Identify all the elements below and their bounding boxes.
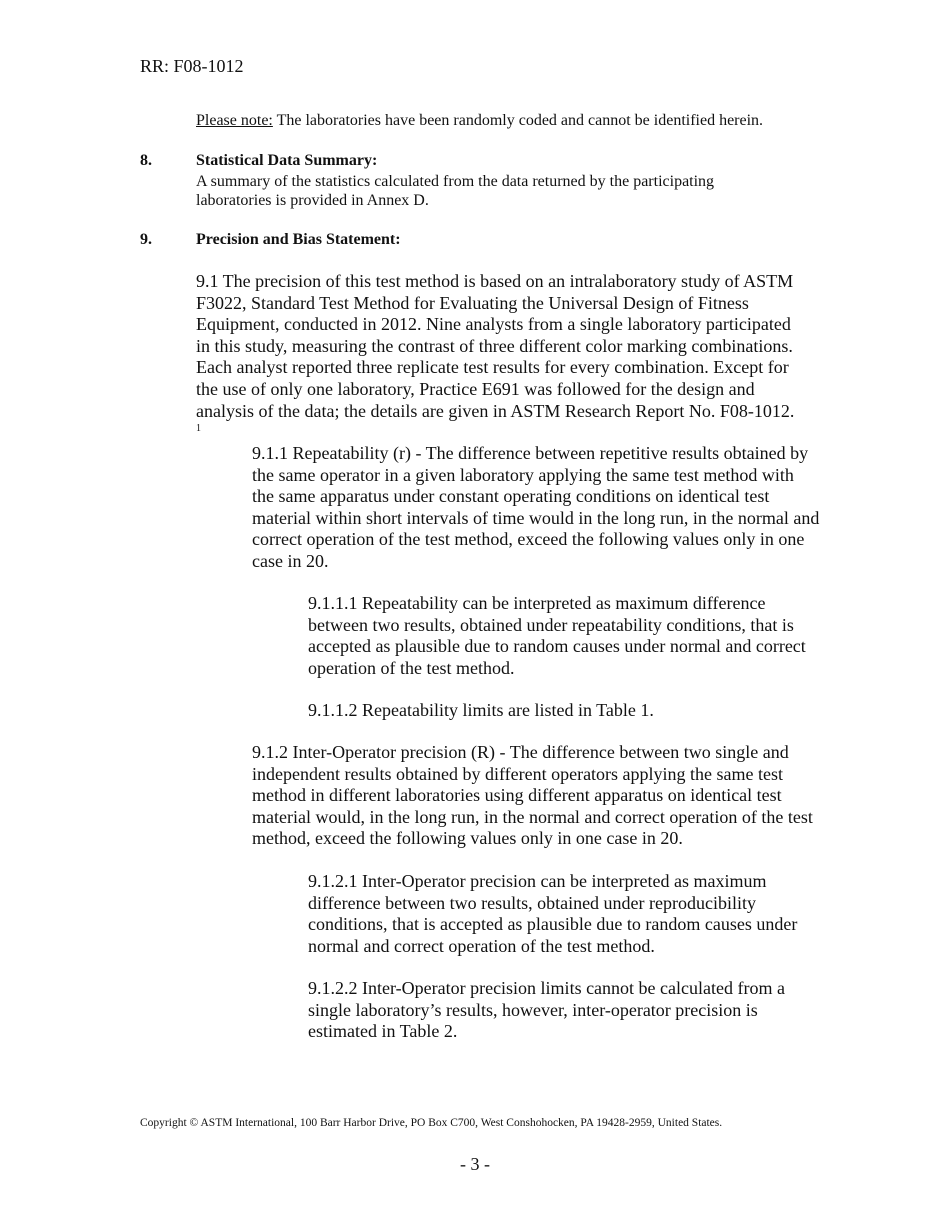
paragraph-9-1 [196, 271, 796, 444]
paragraph-9-1-1-2: 9.1.1.2 Repeatability limits are listed in Table 1. [308, 700, 654, 720]
paragraph-9-1-2-2: 9.1.2.2 Inter-Operator precision limits cannot be calculated from a single laboratory’s results, however, inter-operator precision is estimated in Table 2. [308, 978, 785, 1042]
paragraph-9-1-text: 9.1 The precision of this test method is based on an intralaboratory study of ASTM F3022, Standard Test Method for Evaluating the Universal Design of Fitness Equipment, conducted in 2012. Nine analysts from a single laboratory participated in this study, measuring the contrast of three different color marking combinations. Each analyst reported three replicate test results for every combination. Except for the use of only one laboratory, Practice E691 was followed for the design and analysis of the data; the details are given in ASTM Research Report No. F08-1012. [196, 271, 795, 421]
report-id-header: RR: F08-1012 [140, 56, 244, 76]
note-label: Please note: [196, 112, 273, 129]
paragraph-9-1-1-1: 9.1.1.1 Repeatability can be interpreted as maximum difference between two results, obtained under repeatability conditions, that is accepted as plausible due to random causes under normal and correct operation of the test method. [308, 593, 806, 678]
page-number: - 3 - [460, 1154, 490, 1174]
note-text: The laboratories have been randomly coded and cannot be identified herein. [272, 112, 764, 129]
section-9-title: Precision and Bias Statement: [196, 231, 401, 248]
lab-coding-note [196, 112, 836, 130]
section-8-title: Statistical Data Summary: [196, 152, 378, 169]
copyright-footer: Copyright © ASTM International, 100 Barr Harbor Drive, PO Box C700, West Conshohocken, PA 19428-2959, United States. [140, 1117, 723, 1129]
section-8-number: 8. [140, 152, 152, 169]
paragraph-9-1-2: 9.1.2 Inter-Operator precision (R) - The difference between two single and independent results obtained by different operators applying the same test method in different laboratories using different apparatus on identical test material would, in the long run, in the normal and correct operation of the test method, exceed the following values only in one case in 20. [252, 742, 813, 849]
paragraph-9-1-2-1: 9.1.2.1 Inter-Operator precision can be interpreted as maximum difference between two results, obtained under reproducibility conditions, that is accepted as plausible due to random causes under normal and correct operation of the test method. [308, 871, 798, 956]
section-8-body: A summary of the statistics calculated from the data returned by the participating laboratories is provided in Annex D. [196, 173, 715, 209]
paragraph-9-1-1: 9.1.1 Repeatability (r) - The difference between repetitive results obtained by the same operator in a given laboratory applying the same test method with the same apparatus under constant operating conditions on identical test material within short intervals of time would in the long run, in the normal and correct operation of the test method, exceed the following values only in one case in 20. [252, 443, 820, 571]
footnote-marker: 1 [196, 423, 201, 435]
section-9-number: 9. [140, 231, 152, 248]
